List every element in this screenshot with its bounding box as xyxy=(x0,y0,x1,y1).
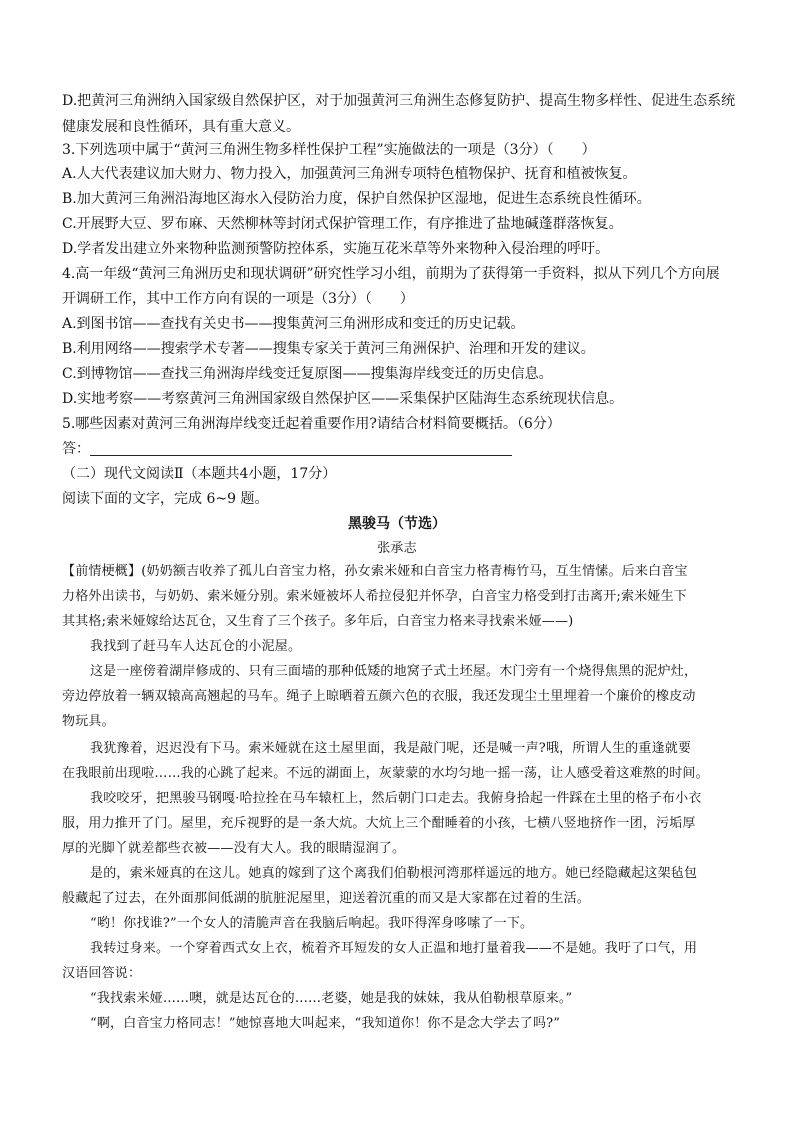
story-line: 物玩具。 xyxy=(62,714,115,729)
section-heading: （二）现代文阅读Ⅱ（本题共4小题，17分） xyxy=(62,466,337,482)
story-line: “啊，白音宝力格同志！”她惊喜地大叫起来，“我知道你！你不是念大学去了吗?” xyxy=(90,1016,561,1031)
story-line: 服，用力推开了门。屋里，充斥视野的是一条大炕。大炕上三个酣睡着的小孩，七横八竖地挤作一团，污垢厚 xyxy=(62,816,696,831)
story-title: 黑骏马（节选） xyxy=(348,516,446,532)
answer-label: 答： xyxy=(62,441,90,457)
story-line: 汉语回答说： xyxy=(62,966,142,981)
option-3d: D.学者发出建立外来物种监测预警防控体系，实施互花米草等外来物种入侵治理的呼吁。 xyxy=(62,241,610,257)
option-3a: A.人大代表建议加大财力、物力投入，加强黄河三角洲专项特色植物保护、抚育和植被恢复。 xyxy=(62,166,637,182)
story-line: 在我眼前出现啦……我的心跳了起来。不远的湖面上，灰蒙蒙的水均匀地一摇一荡，让人感受着这难熬的时间。 xyxy=(62,766,709,781)
story-line: 这是一座傍着湖岸修成的、只有三面墙的那种低矮的地窝子式土坯屋。木门旁有一个烧得焦黑的泥炉灶， xyxy=(90,664,698,679)
story-line: 我找到了赶马车人达瓦仓的小泥屋。 xyxy=(90,639,302,654)
option-4a: A.到图书馆——查找有关史书——搜集黄河三角洲形成和变迁的历史记载。 xyxy=(62,316,525,332)
option-4d: D.实地考察——考察黄河三角洲国家级自然保护区——采集保护区陆海生态系统现状信息。 xyxy=(62,391,624,407)
reading-instruction: 阅读下面的文字，完成 6~9 题。 xyxy=(62,491,269,507)
story-line: 其其格;索米娅嫁给达瓦仓，又生育了三个孩子。多年后，白音宝力格来寻找索米娅——) xyxy=(62,614,574,629)
question-4-line1: 4.高一年级“黄河三角洲历史和现状调研”研究性学习小组，前期为了获得第一手资料，拟从下列几个方向展 xyxy=(62,266,720,282)
story-line: 旁边停放着一辆双辕高高翘起的马车。绳子上晾晒着五颜六色的衣服，我还发现尘土里埋着一个廉价的橡皮动 xyxy=(62,689,696,704)
question-3: 3.下列选项中属于“黄河三角洲生物多样性保护工程”实施做法的一项是（3分）（ ） xyxy=(62,142,596,158)
story-line: 我转过身来。一个穿着西式女上衣，梳着齐耳短发的女人正温和地打量着我——不是她。我吁了口气，用 xyxy=(90,941,698,956)
question-4-line2: 开调研工作，其中工作方向有误的一项是（3分）（ ） xyxy=(62,291,414,307)
option-3b: B.加大黄河三角洲沿海地区海水入侵防治力度，保护自然保护区湿地，促进生态系统良性循环。 xyxy=(62,191,651,207)
answer-line xyxy=(90,455,512,456)
story-author: 张承志 xyxy=(377,541,417,556)
story-line: 般藏起了过去，在外面那间低湖的肮脏泥屋里，迎送着沉重的而又是大家都在过着的生活。 xyxy=(62,891,591,906)
story-line: 力格外出读书，与奶奶、索米娅分别。索米娅被坏人希拉侵犯并怀孕，白音宝力格受到打击离开;索米娅生下 xyxy=(62,589,687,604)
story-line: “我找索米娅……噢，就是达瓦仓的……老婆，她是我的妹妹，我从伯勒根草原来。” xyxy=(90,991,573,1006)
option-4c: C.到博物馆——查找三角洲海岸线变迁复原图——搜集海岸线变迁的历史信息。 xyxy=(62,366,553,382)
option-3d-line2: 健康发展和良性循环，具有重大意义。 xyxy=(62,119,300,135)
question-5: 5.哪些因素对黄河三角洲海岸线变迁起着重要作用?请结合材料简要概括。（6分） xyxy=(62,416,561,432)
story-line: 【前情梗概】(奶奶额吉收养了孤儿白音宝力格，孙女索米娅和白音宝力格青梅竹马，互生情愫。后来白音宝 xyxy=(62,564,688,579)
option-4b: B.利用网络——搜索学术专著——搜集专家关于黄河三角洲保护、治理和开发的建议。 xyxy=(62,341,595,357)
story-line: 是的，索米娅真的在这儿。她真的嫁到了这个离我们伯勒根河湾那样遥远的地方。她已经隐藏起这架毡包 xyxy=(90,866,698,881)
story-line: 我犹豫着，迟迟没有下马。索米娅就在这土屋里面，我是敲门呢，还是喊一声?哦，所谓人生的重逢就要 xyxy=(90,741,692,756)
story-line: “哟！你找谁?”一个女人的清脆声音在我脑后响起。我吓得浑身哆嗦了一下。 xyxy=(90,916,534,931)
story-line: 厚的光脚丫就差都些衣被——没有大人。我的眼睛湿润了。 xyxy=(62,841,406,856)
option-3c: C.开展野大豆、罗布麻、天然柳林等封闭式保护管理工作，有序推进了盐地碱蓬群落恢复。 xyxy=(62,216,623,232)
story-line: 我咬咬牙，把黑骏马钢嘎·哈拉拴在马车辕杠上，然后朝门口走去。我俯身拾起一件踩在土里的格子布小衣 xyxy=(90,791,702,806)
option-3d-line1: D.把黄河三角洲纳入国家级自然保护区，对于加强黄河三角洲生态修复防护、提高生物多样性、促进生态系统 xyxy=(62,93,736,109)
